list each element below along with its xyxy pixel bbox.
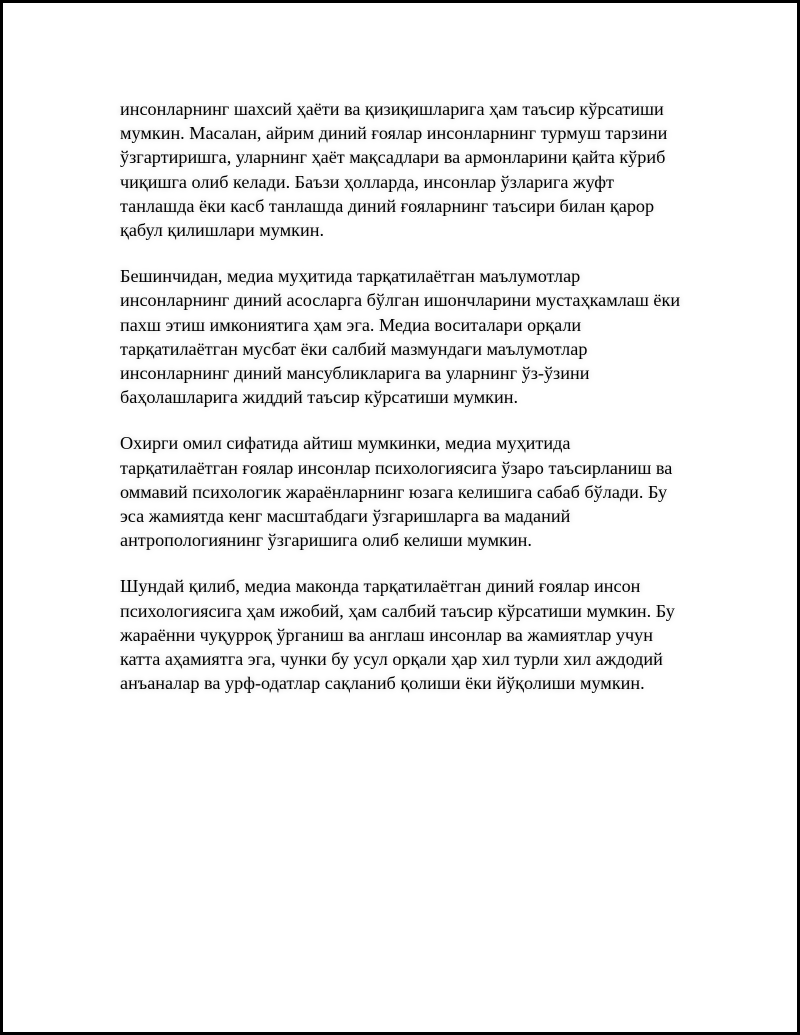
text-line: қабул қилишлари мумкин. [120, 220, 325, 241]
text-line: инсонларнинг шахсий ҳаёти ва қизиқишларига ҳам таъсир кўрсатиши [120, 99, 664, 119]
text-line: психологиясига ҳам ижобий, ҳам салбий таъсир кўрсатиши мумкин. Бу [120, 600, 675, 621]
text-line: ўзгартиришга, уларнинг ҳаёт мақсадлари ва армонларини қайта кўриб [120, 147, 666, 168]
text-line: тарқатилаётган мусбат ёки салбий мазмундаги маълумотлар [120, 338, 588, 359]
text-line: жараённи чуқурроқ ўрганиш ва англаш инсонлар ва жамиятлар учун [120, 624, 653, 645]
paragraph-4 [120, 574, 700, 695]
text-line: танлашда ёки касб танлашда диний ғояларнинг таъсири билан қарор [120, 195, 655, 216]
paragraph-3 [120, 431, 700, 552]
text-line: эса жамиятда кенг масштабдаги ўзгаришларга ва маданий [120, 506, 571, 527]
text-line: антропологиянинг ўзгаришига олиб келиши мумкин. [120, 530, 532, 551]
text-line: анъаналар ва урф-одатлар сақланиб қолиши ёки йўқолиши мумкин. [120, 673, 645, 694]
text-line: инсонларнинг диний асосларга бўлган ишончларини мустаҳкамлаш ёки [120, 290, 681, 311]
paragraph-2 [120, 264, 700, 409]
text-line: инсонларнинг диний мансубликларига ва уларнинг ўз-ўзини [120, 363, 590, 384]
text-line: мумкин. Масалан, айрим диний ғоялар инсонларнинг турмуш тарзини [120, 123, 668, 144]
text-line: катта аҳамиятга эга, чунки бу усул орқали ҳар хил турли хил аждодий [120, 649, 663, 670]
paragraph-1 [120, 97, 700, 242]
text-line: Шундай қилиб, медиа маконда тарқатилаётган диний ғоялар инсон [120, 576, 641, 597]
text-line: тарқатилаётган ғоялар инсонлар психологиясига ўзаро таъсирланиш ва [120, 457, 673, 478]
text-line: Охирги омил сифатида айтиш мумкинки, медиа муҳитида [120, 433, 571, 454]
text-line: Бешинчидан, медиа муҳитида тарқатилаётган маълумотлар [120, 266, 581, 287]
text-line: баҳолашларига жиддий таъсир кўрсатиши мумкин. [120, 387, 519, 408]
text-line: оммавий психологик жараёнларнинг юзага келишига сабаб бўлади. Бу [120, 481, 668, 502]
text-line: чиқишга олиб келади. Баъзи ҳолларда, инсонлар ўзларига жуфт [120, 171, 614, 192]
document-body [120, 97, 700, 717]
text-line: пахш этиш имкониятига ҳам эга. Медиа воситалари орқали [120, 314, 582, 335]
